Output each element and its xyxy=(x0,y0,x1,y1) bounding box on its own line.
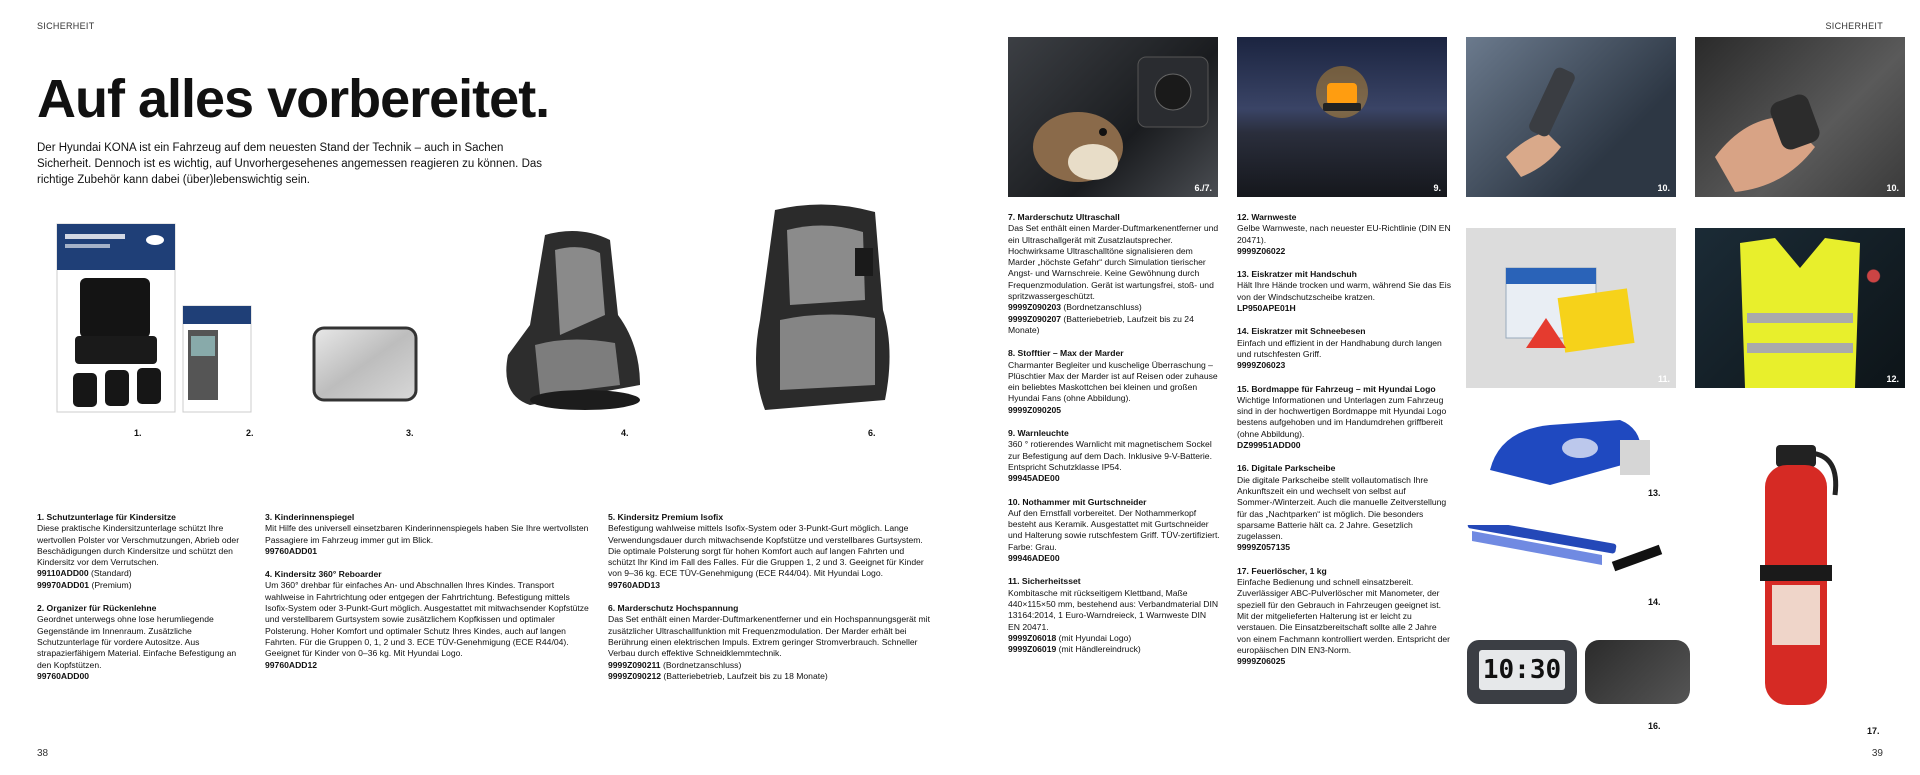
product-description: Das Set enthält einen Marder-Duftmarkenentferner und ein Ultraschallgerät mit Zusatzlautsprecher. Hochwirksame Ultraschalltöne signalisieren dem Marder „höchste Gefahr“ durch Simulation tierischer Angst- und Warnschreie. Keine Gewöhnung durch Frequenzmodulation. Gerät ist wartungsfrei, stoß- und spritzwassergeschützt. xyxy=(1008,223,1219,302)
product-code: 9999Z057135 xyxy=(1237,542,1291,553)
product-code: 99110ADD00 (Standard) xyxy=(37,568,132,579)
product-code: 99760ADD01 xyxy=(265,545,318,556)
product-code: 9999Z06019 (mit Händlereindruck) xyxy=(1008,644,1141,655)
product-title: 12. Warnweste xyxy=(1237,212,1297,222)
product-entry xyxy=(608,512,933,591)
product-entry xyxy=(1237,326,1452,371)
product-entry xyxy=(1008,212,1220,336)
child-mirror-image xyxy=(312,326,418,402)
product-entry xyxy=(1237,384,1452,452)
product-description: Hält Ihre Hände trocken und warm, während Sie das Eis von der Windschutzscheibe kratzen. xyxy=(1237,280,1451,302)
seat-protector-image xyxy=(55,218,300,418)
product-title: 16. Digitale Parkscheibe xyxy=(1237,463,1336,474)
product-title: 10. Nothammer mit Gurtschneider xyxy=(1008,496,1147,507)
product-entry xyxy=(1008,497,1220,565)
product-code: 99760ADD13 xyxy=(608,579,661,590)
photo-label: 12. xyxy=(1886,374,1899,384)
ice-scraper-glove-image xyxy=(1470,410,1670,500)
product-entry xyxy=(265,569,590,671)
image-number: 1. xyxy=(134,428,142,438)
product-description: Um 360° drehbar für einfaches An- und Abschnallen Ihres Kindes. Transport wahlweise in Fahrtrichtung oder entgegen der Fahrtrichtung. Befestigung mittels Isofix-System oder 3-Punkt-Gurt möglich. Ausgestattet mit mitwachsender Kopfstütze und verstellbarem Gurtsystem sowie zusätzlichem Kopfkissen und optimaler Polsterung. Hoher Komfort und optimaler Schutz Ihres Kindes, auch auf langen Fahrten. Für die Gruppen 0, 1, 2 und 3. ECE TÜV-Genehmigung (ECE R44/04). Geeignet für Kinder von 0–36 kg. Mit Hyundai Logo. xyxy=(265,580,589,659)
child-seat-reboarder-image xyxy=(490,225,655,415)
product-title: 1. Schutzunterlage für Kindersitze xyxy=(37,512,176,522)
safety-set-photo xyxy=(1466,228,1676,388)
emergency-hammer-photo-1 xyxy=(1466,37,1676,197)
product-description: Mit Hilfe des universell einsetzbaren Kinderinnenspiegels haben Sie Ihre wertvollsten Passagiere im Fahrzeug immer gut im Blick. xyxy=(265,523,589,545)
product-code: 9999Z090211 (Bordnetzanschluss) xyxy=(608,659,742,670)
product-title: 11. Sicherheitsset xyxy=(1008,576,1081,587)
warning-vest-photo xyxy=(1695,228,1905,388)
text-column-left-2 xyxy=(265,512,590,683)
page-title: Auf alles vorbereitet. xyxy=(37,69,550,129)
product-code: 9999Z06022 xyxy=(1237,245,1286,256)
text-column-left-1 xyxy=(37,512,247,694)
product-entry xyxy=(1008,576,1220,655)
clock-display: 10:30 xyxy=(1479,650,1565,690)
product-entry xyxy=(1237,566,1452,668)
child-seat-isofix-image xyxy=(735,200,910,425)
fire-extinguisher-image xyxy=(1740,435,1850,715)
photo-label: 6./7. xyxy=(1194,183,1212,193)
product-entry xyxy=(1237,269,1452,314)
product-code: 99945ADE00 xyxy=(1008,473,1060,484)
photo-label: 9. xyxy=(1433,183,1441,193)
text-column-right-2 xyxy=(1237,212,1452,679)
product-code: 99946ADE00 xyxy=(1008,553,1060,564)
product-description: Auf den Ernstfall vorbereitet. Der Nothammerkopf besteht aus Keramik. Ausgestattet mit Gurtschneider und Halterung sowie rutschfestem Griff. TÜV-zertifiziert. Farbe: Grau. xyxy=(1008,507,1220,552)
product-code: 9999Z090207 (Batteriebetrieb, Laufzeit bis zu 24 Monate) xyxy=(1008,313,1194,335)
product-title: 13. Eiskratzer mit Handschuh xyxy=(1237,269,1357,280)
product-title: 8. Stofftier – Max der Marder xyxy=(1008,348,1124,359)
marten-photo xyxy=(1008,37,1218,197)
product-title: 17. Feuerlöscher, 1 kg xyxy=(1237,565,1327,576)
product-code: 99970ADD01 (Premium) xyxy=(37,579,132,590)
product-title: 14. Eiskratzer mit Schneebesen xyxy=(1237,326,1366,337)
intro-text: Der Hyundai KONA ist ein Fahrzeug auf dem neuesten Stand der Technik – auch in Sachen Sicherheit. Dennoch ist es wichtig, auf Unvorhergesehenes angemessen reagieren zu können. Das richtige Zubehör kann dabei (über)lebenswichtig sein. xyxy=(37,142,543,186)
product-entry xyxy=(37,603,247,682)
image-number: 6. xyxy=(868,428,876,438)
product-entry xyxy=(1237,212,1452,257)
image-number: 3. xyxy=(406,428,414,438)
product-code: 99760ADD12 xyxy=(265,659,318,670)
product-title: 6. Marderschutz Hochspannung xyxy=(608,603,739,614)
parking-disc-back-image xyxy=(1585,640,1690,704)
page-number-left: 38 xyxy=(37,748,49,759)
section-label-right: SICHERHEIT xyxy=(1825,21,1883,31)
text-column-left-3 xyxy=(608,512,933,694)
product-description: Das Set enthält einen Marder-Duftmarkenentferner und ein Hochspannungsgerät mit zusätzlicher Ultraschallfunktion mit Frequenzmodulation. Der Marder erhält bei Berührung einen elektrischen Impuls. Extrem geringer Stromverbrauch. Schneller Verbau durch effektive Schneidklemmtechnik. xyxy=(608,614,930,659)
product-entry xyxy=(608,603,933,682)
product-title: 15. Bordmappe für Fahrzeug – mit Hyundai Logo xyxy=(1237,383,1436,394)
product-code: 9999Z090212 (Batteriebetrieb, Laufzeit bis zu 18 Monate) xyxy=(608,670,828,681)
product-code: 9999Z090203 (Bordnetzanschluss) xyxy=(1008,302,1142,313)
product-code: DZ99951ADD00 xyxy=(1237,440,1301,451)
product-label: 16. xyxy=(1648,721,1661,731)
ice-scraper-brush-image xyxy=(1462,525,1677,580)
product-entry xyxy=(37,512,247,591)
page-number-right: 39 xyxy=(1871,748,1883,759)
parking-disc-image xyxy=(1467,640,1577,704)
product-description: Die digitale Parkscheibe stellt vollautomatisch Ihre Ankunftszeit ein und wechselt von selbst auf Sommer-/Winterzeit. Auch die manuelle Zeitverstellung für das „Nachtparken“ ist möglich. Die besonders sparsame Batterie hält ca. 2 Jahre. Gesetzlich zugelassen. xyxy=(1237,474,1447,542)
product-code: 9999Z06025 xyxy=(1237,656,1286,667)
product-title: 4. Kindersitz 360° Reboarder xyxy=(265,569,382,580)
product-description: Einfache Bedienung und schnell einsatzbereit. Zuverlässiger ABC-Pulverlöscher mit Manometer, der speziell für den Gebrauch in Fahrzeugen geeignet ist. Mit der mitgelieferten Halterung ist er leicht zu verstauen. Die Einsatzbereitschaft sollte alle 2 Jahre von einem Fachmann kontrolliert werden. Entspricht der europäischen DIN EN3-Norm. xyxy=(1237,577,1451,655)
photo-label: 11. xyxy=(1657,374,1670,384)
section-label-left: SICHERHEIT xyxy=(37,21,95,31)
product-label: 14. xyxy=(1648,597,1661,607)
emergency-hammer-photo-2 xyxy=(1695,37,1905,197)
product-description: Geordnet unterwegs ohne lose herumliegende Gegenstände im Innenraum. Zusätzliche Schutzunterlage für vordere Autositze. Aus strapazierfähigem Material. Einfache Befestigung an den Kopfstützen. xyxy=(37,614,237,670)
product-description: Gelbe Warnweste, nach neuester EU-Richtlinie (DIN EN 20471). xyxy=(1237,223,1451,245)
product-title: 5. Kindersitz Premium Isofix xyxy=(608,512,724,522)
product-code: 9999Z06018 (mit Hyundai Logo) xyxy=(1008,632,1132,643)
product-code: 9999Z090205 xyxy=(1008,404,1062,415)
product-description: Befestigung wahlweise mittels Isofix-System oder 3-Punkt-Gurt möglich. Lange Verwendungsdauer durch mitwachsende Kopfstütze und verstellbares Gurtsystem. Die optimale Polsterung sorgt für hohen Komfort auch auf langen Fahrten und schützt Ihr Kind im Fall des Falles. Für die Gruppen 1, 2 und 3. Geeignet für Kinder von 9–36 kg. ECE TÜV-Genehmigung (ECE R44/04). Mit Hyundai Logo. xyxy=(608,523,924,579)
product-description: Kombitasche mit rückseitigem Klettband, Maße 440×115×50 mm, bestehend aus: Verbandmaterial DIN 13164:2014, 1 Euro-Warndreieck, 1 Warnweste DIN EN 20471. xyxy=(1008,587,1219,632)
product-description: Wichtige Informationen und Unterlagen zum Fahrzeug sind in der hochwertigen Bordmappe mit Hyundai Logo bestens aufgehoben und im Handumdrehen griffbereit (ohne Abbildung). xyxy=(1237,394,1447,439)
image-number: 4. xyxy=(621,428,629,438)
product-description: 360 ° rotierendes Warnlicht mit magnetischem Sockel zur Befestigung auf dem Dach. Inklusive 9-V-Batterie. Entspricht Schutzklasse IP54. xyxy=(1008,439,1212,472)
product-entry xyxy=(265,512,590,557)
product-description: Charmanter Begleiter und kuschelige Überraschung – Plüschtier Max der Marder ist auf Reisen oder zuhause ein beliebtes Maskottchen bei kleinen und großen Hyundai Fans (ohne Abbildung). xyxy=(1008,359,1218,404)
product-title: 7. Marderschutz Ultraschall xyxy=(1008,212,1120,222)
product-code: 99760ADD00 xyxy=(37,670,90,681)
product-title: 3. Kinderinnenspiegel xyxy=(265,512,355,522)
warning-light-photo xyxy=(1237,37,1447,197)
product-code: LP950APE01H xyxy=(1237,303,1296,314)
product-entry xyxy=(1008,428,1220,484)
product-label: 13. xyxy=(1648,488,1661,498)
photo-label: 10. xyxy=(1886,183,1899,193)
product-entry xyxy=(1237,463,1452,553)
product-title: 2. Organizer für Rückenlehne xyxy=(37,603,157,614)
product-entry xyxy=(1008,348,1220,416)
product-title: 9. Warnleuchte xyxy=(1008,428,1069,439)
product-label: 17. xyxy=(1867,726,1880,736)
product-description: Einfach und effizient in der Handhabung durch langen und rutschfesten Griff. xyxy=(1237,337,1442,359)
photo-label: 10. xyxy=(1657,183,1670,193)
product-description: Diese praktische Kindersitzunterlage schützt Ihre wertvollen Polster vor Verschmutzungen, Abrieb oder Beschädigungen durch Kindersitze und schützt den Kindersitz vor dem Verrutschen. xyxy=(37,523,240,568)
text-column-right-1 xyxy=(1008,212,1220,667)
product-code: 9999Z06023 xyxy=(1237,360,1286,371)
image-number: 2. xyxy=(246,428,254,438)
